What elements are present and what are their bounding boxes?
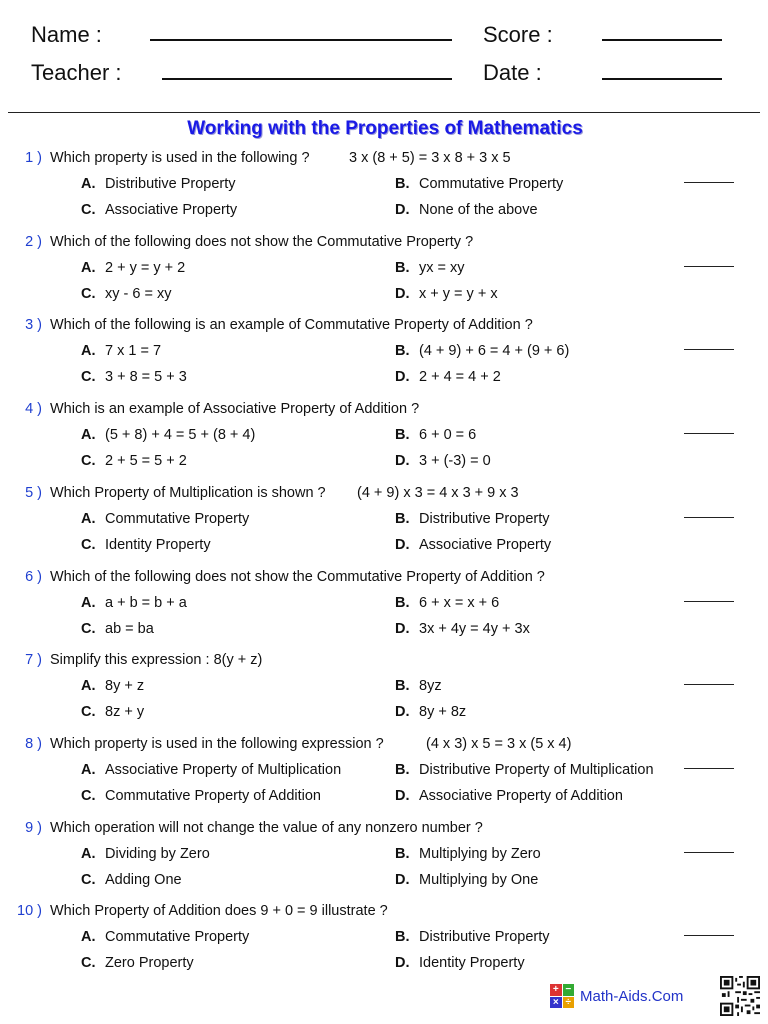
option-a[interactable]: [81, 511, 249, 527]
divide-key: ÷: [563, 997, 575, 1009]
answer-blank[interactable]: [684, 601, 734, 602]
date-field[interactable]: [602, 78, 722, 80]
question-7: [0, 652, 768, 732]
option-text: (4 + 9) + 6 = 4 + (9 + 6): [419, 343, 570, 360]
option-letter: C.: [81, 620, 96, 637]
option-letter: A.: [81, 761, 96, 778]
plus-key: +: [550, 984, 562, 996]
option-c[interactable]: [81, 872, 182, 888]
option-a[interactable]: [81, 595, 187, 611]
option-text: Commutative Property: [105, 929, 250, 946]
question-2: [0, 234, 768, 314]
option-letter: B.: [395, 176, 410, 192]
option-text: Distributive Property: [419, 929, 550, 946]
option-letter: C.: [81, 787, 96, 804]
option-letter: D.: [395, 955, 410, 972]
option-letter: D.: [395, 871, 410, 888]
option-text: 2 + y = y + 2: [105, 259, 186, 276]
option-text: Associative Property of Addition: [419, 787, 623, 804]
option-d[interactable]: [395, 286, 498, 302]
option-letter: C.: [81, 369, 96, 386]
option-text: Identity Property: [419, 955, 525, 972]
question-1: [0, 150, 768, 230]
option-text: Multiplying by Zero: [419, 845, 541, 862]
option-c[interactable]: [81, 453, 187, 469]
question-text: Which property is used in the following expression ?: [50, 735, 384, 752]
option-a[interactable]: [81, 929, 249, 945]
question-text: Which property is used in the following ?: [50, 150, 310, 166]
option-letter: A.: [81, 343, 96, 360]
option-text: 8y + 8z: [419, 704, 467, 721]
option-letter: C.: [81, 285, 96, 302]
question-number: 6 ): [25, 568, 42, 585]
option-letter: C.: [81, 955, 96, 972]
question-expression: (4 + 9) x 3 = 4 x 3 + 9 x 3: [357, 484, 519, 501]
option-letter: C.: [81, 704, 96, 721]
option-text: 2 + 4 = 4 + 2: [419, 369, 501, 386]
question-5: [0, 485, 768, 565]
option-text: Associative Property: [419, 536, 552, 553]
question-3: [0, 317, 768, 397]
footer-brand: [550, 984, 683, 1008]
option-text: 8y + z: [105, 678, 145, 695]
question-number: 2 ): [25, 233, 42, 250]
option-text: 6 + x = x + 6: [419, 594, 500, 611]
option-c[interactable]: [81, 202, 237, 218]
option-text: None of the above: [419, 202, 538, 218]
option-letter: C.: [81, 453, 96, 470]
option-a[interactable]: [81, 427, 255, 443]
option-letter: D.: [395, 453, 410, 470]
option-letter: C.: [81, 202, 96, 218]
question-text: Simplify this expression : 8(y + z): [50, 652, 263, 669]
option-text: 3 + 8 = 5 + 3: [105, 369, 187, 386]
option-b[interactable]: [395, 511, 550, 527]
option-b[interactable]: [395, 260, 465, 276]
minus-key: −: [563, 984, 575, 996]
question-expression: (4 x 3) x 5 = 3 x (5 x 4): [426, 735, 572, 752]
option-text: 3x + 4y = 4y + 3x: [419, 620, 530, 637]
option-text: (5 + 8) + 4 = 5 + (8 + 4): [105, 427, 256, 444]
option-text: 3 + (-3) = 0: [419, 453, 491, 470]
option-a[interactable]: [81, 260, 185, 276]
option-d[interactable]: [395, 537, 551, 553]
qr-code-icon: [720, 976, 760, 1016]
answer-blank[interactable]: [684, 349, 734, 350]
option-text: Commutative Property: [105, 510, 250, 527]
option-a[interactable]: [81, 846, 210, 862]
score-field[interactable]: [602, 39, 722, 41]
option-letter: C.: [81, 536, 96, 553]
question-text: Which of the following does not show the Commutative Property ?: [50, 233, 474, 250]
option-text: Zero Property: [105, 955, 194, 972]
option-letter: A.: [81, 427, 96, 444]
option-b[interactable]: [395, 846, 541, 862]
option-b[interactable]: [395, 427, 476, 443]
option-text: Associative Property: [105, 202, 238, 218]
option-letter: B.: [395, 259, 410, 276]
option-letter: D.: [395, 704, 410, 721]
option-letter: B.: [395, 594, 410, 611]
question-text: Which operation will not change the value of any nonzero number ?: [50, 819, 483, 836]
date-label: Date :: [483, 60, 542, 85]
question-6: [0, 569, 768, 649]
option-d[interactable]: [395, 872, 538, 888]
question-9: [0, 820, 768, 900]
option-text: 6 + 0 = 6: [419, 427, 477, 444]
option-c[interactable]: [81, 788, 321, 804]
question-4: [0, 401, 768, 481]
name-field[interactable]: [150, 39, 452, 41]
question-number: 4 ): [25, 401, 42, 418]
option-a[interactable]: [81, 176, 236, 192]
option-c[interactable]: [81, 369, 187, 385]
option-d[interactable]: [395, 955, 525, 971]
option-letter: A.: [81, 176, 96, 192]
option-a[interactable]: [81, 343, 161, 359]
option-b[interactable]: [395, 762, 654, 778]
question-text: Which of the following is an example of Commutative Property of Addition ?: [50, 317, 533, 334]
option-text: Associative Property of Multiplication: [105, 761, 342, 778]
option-letter: A.: [81, 845, 96, 862]
option-c[interactable]: [81, 537, 211, 553]
answer-blank[interactable]: [684, 433, 734, 434]
question-text: Which of the following does not show the Commutative Property of Addition ?: [50, 568, 545, 585]
option-letter: B.: [395, 427, 410, 444]
answer-blank[interactable]: [684, 266, 734, 267]
question-text: Which Property of Multiplication is shown ?: [50, 484, 326, 501]
option-text: a + b = b + a: [105, 594, 187, 611]
option-letter: C.: [81, 871, 96, 888]
question-number: 5 ): [25, 484, 42, 501]
option-letter: A.: [81, 678, 96, 695]
option-letter: D.: [395, 369, 410, 386]
option-text: 7 x 1 = 7: [105, 343, 162, 360]
question-number: 8 ): [25, 735, 42, 752]
option-text: Distributive Property: [419, 510, 550, 527]
option-b[interactable]: [395, 343, 569, 359]
teacher-label: Teacher :: [31, 60, 122, 85]
option-letter: B.: [395, 510, 410, 527]
question-number: 1 ): [25, 150, 42, 166]
option-text: ab = ba: [105, 620, 154, 637]
option-text: Commutative Property of Addition: [105, 787, 321, 804]
option-letter: A.: [81, 929, 96, 946]
question-number: 3 ): [25, 317, 42, 334]
option-c[interactable]: [81, 955, 194, 971]
question-number: 9 ): [25, 819, 42, 836]
answer-blank[interactable]: [684, 768, 734, 769]
option-letter: D.: [395, 536, 410, 553]
option-b[interactable]: [395, 595, 499, 611]
option-text: 8z + y: [105, 704, 145, 721]
option-text: 8yz: [419, 678, 442, 695]
option-letter: B.: [395, 845, 410, 862]
answer-blank[interactable]: [684, 182, 734, 183]
option-letter: B.: [395, 929, 410, 946]
header-divider: [8, 112, 760, 113]
option-letter: A.: [81, 259, 96, 276]
option-text: Identity Property: [105, 536, 211, 553]
option-letter: D.: [395, 202, 410, 218]
times-key: ×: [550, 997, 562, 1009]
answer-blank[interactable]: [684, 852, 734, 853]
question-number: 10 ): [17, 903, 42, 920]
option-d[interactable]: [395, 621, 530, 637]
answer-blank[interactable]: [684, 517, 734, 518]
option-b[interactable]: [395, 678, 442, 694]
option-text: xy - 6 = xy: [105, 285, 172, 302]
option-b[interactable]: [395, 176, 563, 192]
question-8: [0, 736, 768, 816]
option-c[interactable]: [81, 286, 171, 302]
option-letter: D.: [395, 620, 410, 637]
option-text: Multiplying by One: [419, 871, 539, 888]
brand-link[interactable]: Math-Aids.Com: [580, 987, 684, 1005]
option-letter: B.: [395, 343, 410, 360]
option-c[interactable]: [81, 704, 144, 720]
teacher-field[interactable]: [162, 78, 452, 80]
option-d[interactable]: [395, 704, 466, 720]
question-10: [0, 903, 768, 983]
option-b[interactable]: [395, 929, 550, 945]
option-text: yx = xy: [419, 259, 465, 276]
option-text: Distributive Property: [105, 176, 236, 192]
score-label: Score :: [483, 22, 553, 47]
question-text: Which is an example of Associative Property of Addition ?: [50, 401, 420, 418]
question-number: 7 ): [25, 652, 42, 669]
option-a[interactable]: [81, 762, 341, 778]
option-text: Adding One: [105, 871, 182, 888]
option-letter: A.: [81, 510, 96, 527]
calculator-icon: [550, 984, 574, 1008]
option-d[interactable]: [395, 369, 501, 385]
option-letter: A.: [81, 594, 96, 611]
option-d[interactable]: [395, 453, 491, 469]
option-text: 2 + 5 = 5 + 2: [105, 453, 187, 470]
answer-blank[interactable]: [684, 684, 734, 685]
question-text: Which Property of Addition does 9 + 0 = 9 illustrate ?: [50, 903, 388, 920]
option-letter: D.: [395, 285, 410, 302]
option-d[interactable]: [395, 788, 623, 804]
worksheet-title: Working with the Properties of Mathematics: [187, 118, 583, 139]
option-text: Dividing by Zero: [105, 845, 210, 862]
option-text: Distributive Property of Multiplication: [419, 761, 654, 778]
option-letter: D.: [395, 787, 410, 804]
option-d[interactable]: [395, 202, 538, 218]
option-letter: B.: [395, 678, 410, 695]
option-text: Commutative Property: [419, 176, 564, 192]
question-expression: 3 x (8 + 5) = 3 x 8 + 3 x 5: [349, 150, 511, 166]
name-label: Name :: [31, 22, 102, 47]
option-text: x + y = y + x: [419, 285, 498, 302]
answer-blank[interactable]: [684, 935, 734, 936]
option-c[interactable]: [81, 621, 154, 637]
option-letter: B.: [395, 761, 410, 778]
option-a[interactable]: [81, 678, 144, 694]
